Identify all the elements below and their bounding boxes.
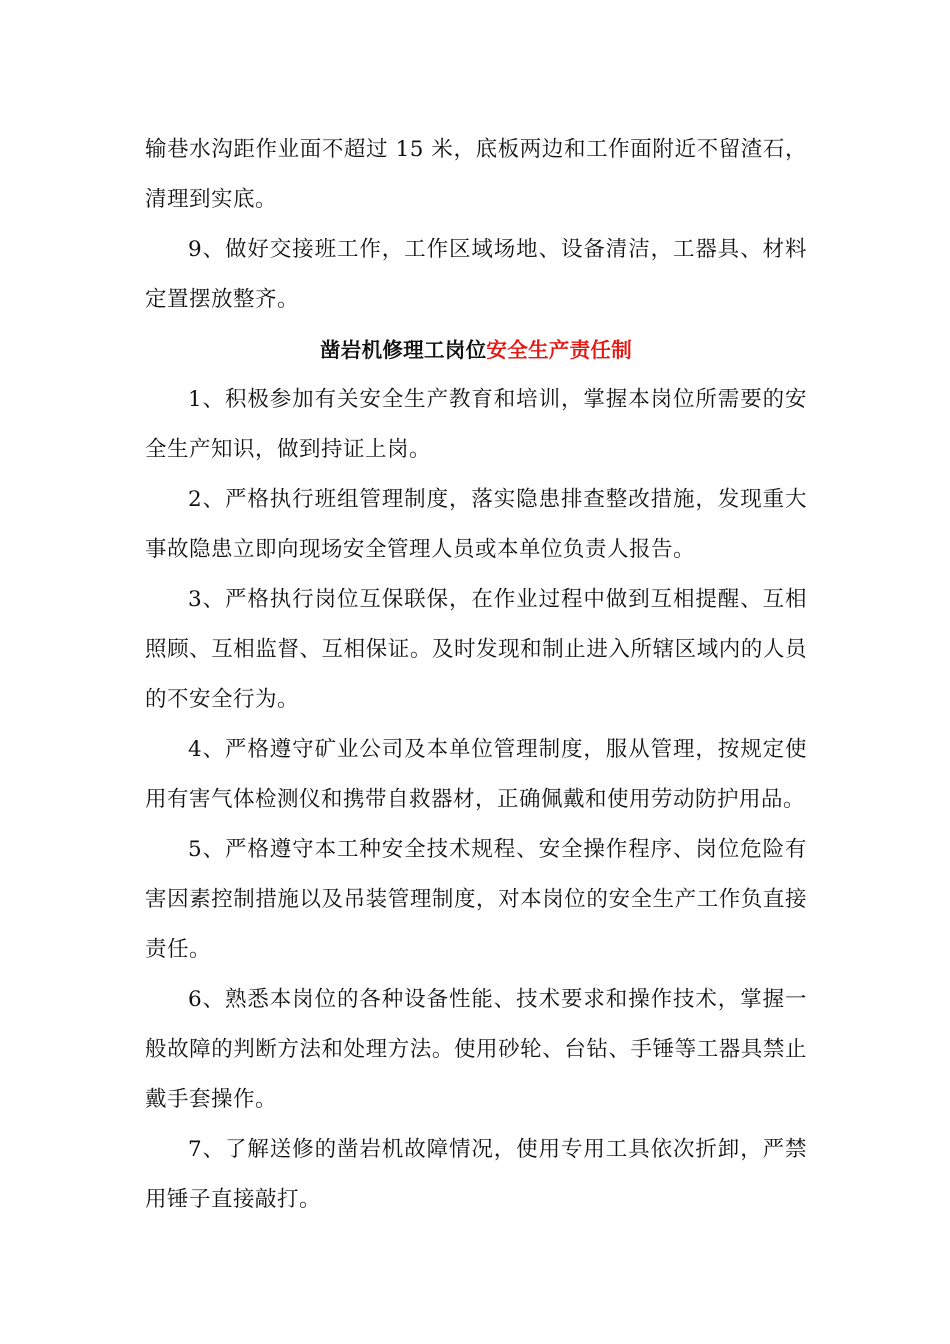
paragraph-item-5: 5、严格遵守本工种安全技术规程、安全操作程序、岗位危险有害因素控制措施以及吊装管理制度，对本岗位的安全生产工作负直接责任。 [145,837,807,962]
heading-black-text: 凿岩机修理工岗位 [319,338,487,362]
paragraph-item-1: 1、积极参加有关安全生产教育和培训，掌握本岗位所需要的安全生产知识，做到持证上岗。 [145,387,807,462]
paragraph-item-6: 6、熟悉本岗位的各种设备性能、技术要求和操作技术，掌握一般故障的判断方法和处理方法。使用砂轮、台钻、手锤等工器具禁止戴手套操作。 [145,987,807,1112]
paragraph-item-3: 3、严格执行岗位互保联保，在作业过程中做到互相提醒、互相照顾、互相监督、互相保证。及时发现和制止进入所辖区域内的人员的不安全行为。 [145,587,807,712]
document-body [145,125,807,1225]
paragraph-item-7: 7、了解送修的凿岩机故障情况，使用专用工具依次折卸，严禁用锤子直接敲打。 [145,1137,807,1212]
paragraph-item-9: 9、做好交接班工作，工作区域场地、设备清洁，工器具、材料定置摆放整齐。 [145,237,807,312]
heading-red-text: 安全生产责任制 [486,338,632,362]
paragraph-item-4: 4、严格遵守矿业公司及本单位管理制度，服从管理，按规定使用有害气体检测仪和携带自救器材，正确佩戴和使用劳动防护用品。 [145,737,807,812]
paragraph-item-2: 2、严格执行班组管理制度，落实隐患排查整改措施，发现重大事故隐患立即向现场安全管理人员或本单位负责人报告。 [145,487,807,562]
continued-paragraph: 输巷水沟距作业面不超过 15 米，底板两边和工作面附近不留渣石，清理到实底。 [145,137,807,212]
section-heading [145,325,807,375]
